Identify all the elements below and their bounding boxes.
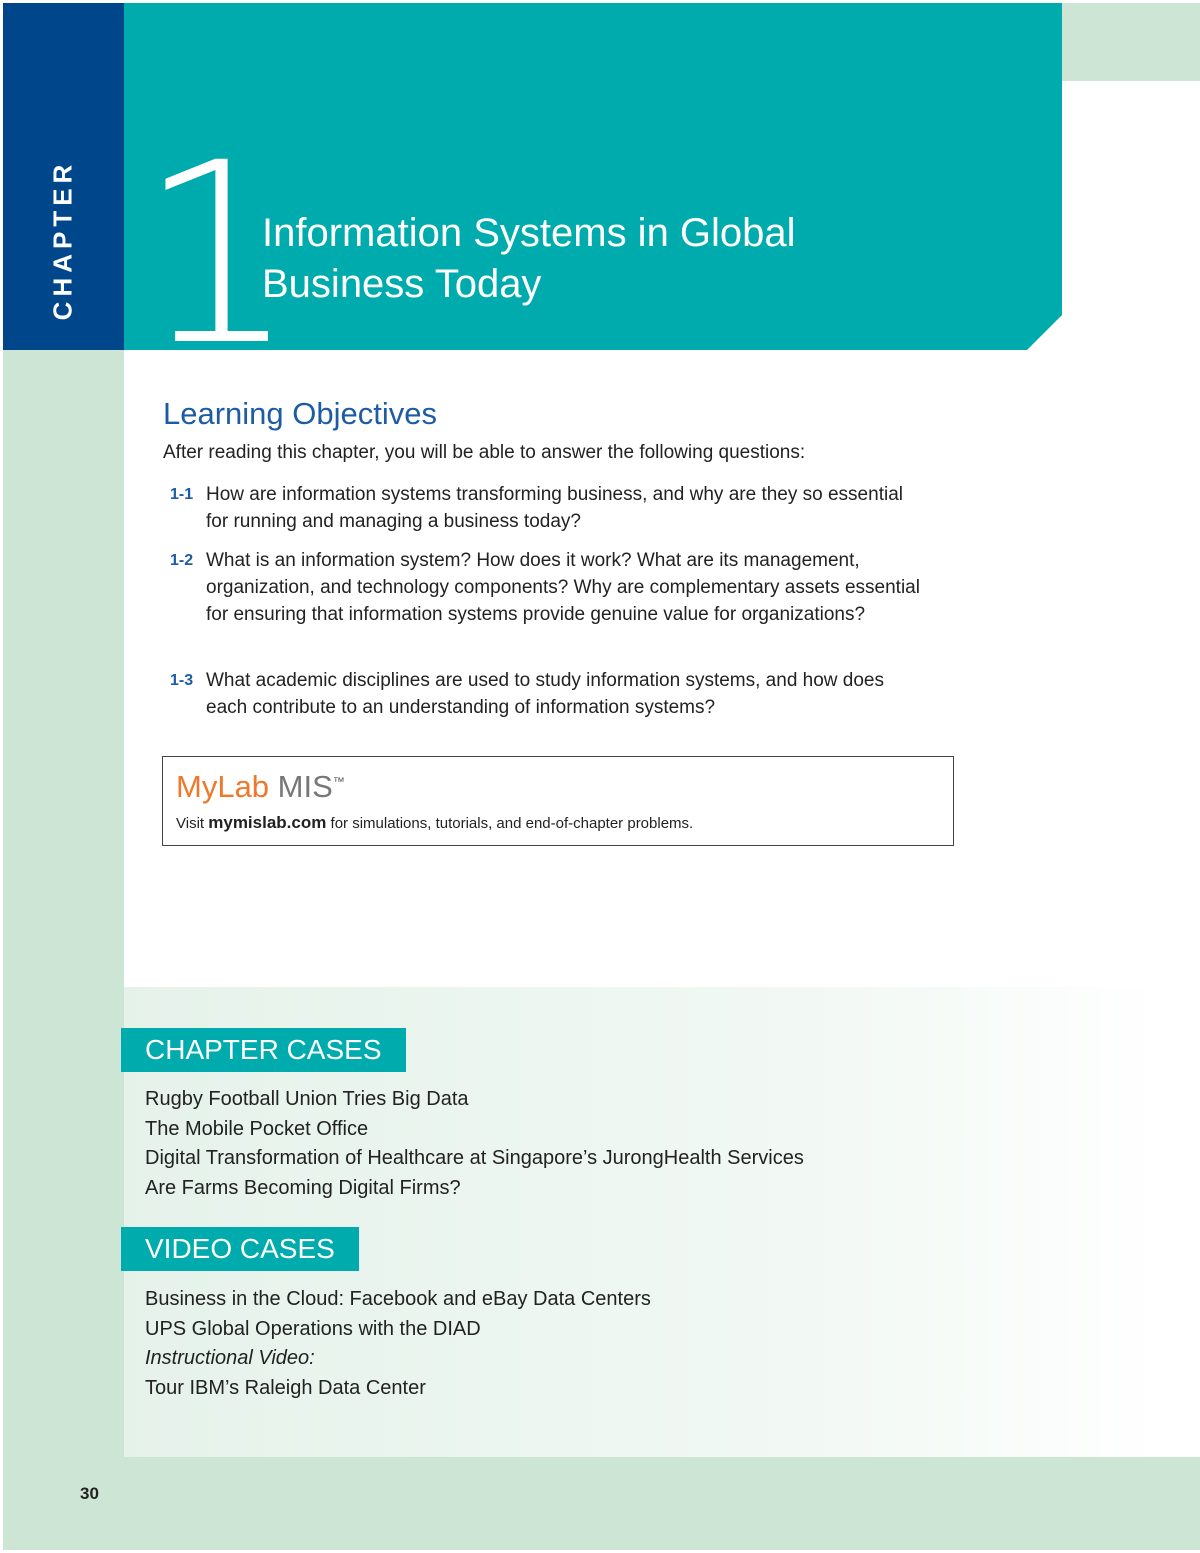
case-item: Rugby Football Union Tries Big Data — [145, 1088, 469, 1110]
mylab-description — [176, 813, 693, 833]
left-margin-band — [3, 350, 124, 1550]
mylab-brand: MyLab — [176, 769, 270, 804]
objective-number: 1-3 — [170, 672, 194, 689]
mylab-callout — [162, 756, 954, 846]
video-case-item: UPS Global Operations with the DIAD — [145, 1317, 481, 1340]
case-item: Are Farms Becoming Digital Firms? — [145, 1176, 461, 1199]
chapter-title-line: Information Systems in Global — [262, 211, 796, 255]
objective-number: 1-1 — [170, 486, 194, 503]
video-cases-heading: VIDEO CASES — [121, 1227, 359, 1271]
objective-item — [170, 481, 930, 535]
learning-objectives-intro: After reading this chapter, you will be able to answer the following questions: — [163, 442, 806, 463]
video-case-item: Business in the Cloud: Facebook and eBay Data Centers — [145, 1288, 651, 1310]
instructional-video-label: Instructional Video: — [145, 1347, 315, 1369]
chapter-number: 1 — [138, 109, 298, 400]
case-item: The Mobile Pocket Office — [145, 1117, 369, 1140]
case-item: Digital Transformation of Healthcare at Singapore’s JurongHealth Services — [145, 1147, 804, 1169]
objective-text: What academic disciplines are used to study information systems, and how does each contribute to an understanding of information systems? — [206, 670, 884, 718]
bottom-band — [3, 1457, 1200, 1550]
video-cases-list — [145, 1285, 651, 1403]
chapter-title-line: Business Today — [262, 262, 542, 306]
objective-text: What is an information system? How does it work? What are its management, organization, and technology components? Why are complementary assets essential for ensuring that information systems provide genuine value for organizations? — [206, 550, 920, 625]
chapter-cases-heading: CHAPTER CASES — [121, 1028, 406, 1072]
decorative-corner-block — [1062, 3, 1200, 81]
chapter-title — [262, 208, 962, 310]
mylab-logo — [176, 769, 345, 805]
mylab-description-rest: for simulations, tutorials, and end-of-chapter problems. — [330, 815, 694, 832]
trademark: ™ — [332, 774, 345, 789]
objective-item — [170, 667, 930, 721]
visit-text: Visit — [176, 815, 205, 832]
objective-text: How are information systems transforming business, and why are they so essential for running and managing a business today? — [206, 484, 903, 532]
learning-objectives-heading: Learning Objectives — [163, 396, 437, 431]
mylab-link[interactable]: mymislab.com — [208, 813, 327, 832]
video-case-item: Tour IBM’s Raleigh Data Center — [145, 1376, 426, 1399]
mylab-product: MIS — [277, 769, 333, 804]
chapter-label: CHAPTER — [47, 159, 78, 321]
objective-number: 1-2 — [170, 552, 194, 569]
chapter-cases-list — [145, 1085, 804, 1203]
page-number: 30 — [80, 1484, 99, 1503]
objective-item — [170, 547, 930, 628]
